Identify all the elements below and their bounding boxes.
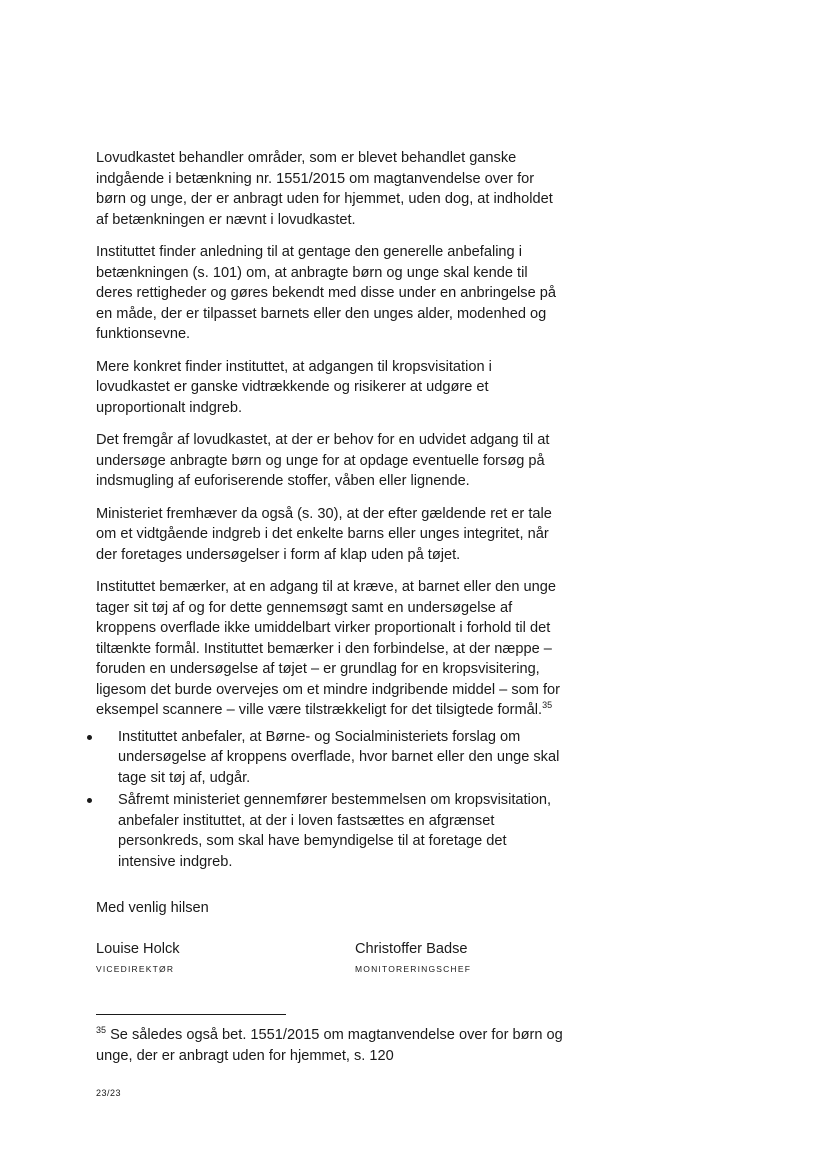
footnote xyxy=(96,1025,566,1066)
paragraph xyxy=(96,577,566,721)
signatory-title: VICEDIREKTØR xyxy=(96,964,175,974)
signatory-name: Christoffer Badse xyxy=(355,941,468,957)
signature-block xyxy=(355,941,471,974)
paragraph: Mere konkret finder instituttet, at adgangen til kropsvisitation i lovudkastet er ganske vidtrækkende og risikerer at udgøre et uproportionalt indgreb. xyxy=(96,358,492,416)
paragraph-text: Instituttet bemærker, at en adgang til at kræve, at barnet eller den unge tager sit tøj af og for dette gennemsøgt samt en undersøgelse af kroppens overflade ikke umiddelbart virker proportionalt i forhold til det tiltænkte formål. Instituttet bemærker i den forbindelse, at der næppe – foruden en undersøgelse af tøjet – er grundlag for en kropsvisitering, ligesom det burde overvejes om et mindre indgribende middel – som for eksempel scannere – ville være tilstrækkeligt for det tilsigtede formål. xyxy=(96,579,560,718)
list-item-text: Såfremt ministeriet gennemfører bestemmelsen om kropsvisitation, anbefaler instituttet, at der i loven fastsættes en afgrænset personkreds, som skal have bemyndigelse til at foretage det intensive indgreb. xyxy=(118,792,552,870)
bullet-icon xyxy=(87,798,92,803)
recommendation-list xyxy=(96,727,566,873)
list-item-text: Instituttet anbefaler, at Børne- og Socialministeriets forslag om undersøgelse af kroppens overflade, hvor barnet eller den unge skal tage sit tøj af, udgår. xyxy=(118,728,560,786)
signatory-title: MONITORERINGSCHEF xyxy=(355,964,472,974)
footnote-text: Se således også bet. 1551/2015 om magtanvendelse over for børn og unge, der er anbragt uden for hjemmet, s. 120 xyxy=(96,1027,563,1064)
letter-body xyxy=(96,148,566,874)
paragraph: Det fremgår af lovudkastet, at der er behov for en udvidet adgang til at undersøge anbragte børn og unge for at opdage eventuelle forsøg på indsmugling af euforiserende stoffer, våben eller lignende. xyxy=(96,432,550,489)
footnote-reference: 35 xyxy=(542,700,553,711)
signatory-name: Louise Holck xyxy=(96,941,180,957)
footnote-separator xyxy=(96,1014,286,1015)
footnote-number: 35 xyxy=(96,1025,107,1036)
closing-salutation: Med venlig hilsen xyxy=(96,900,209,916)
paragraph: Instituttet finder anledning til at gentage den generelle anbefaling i betænkningen (s. 101) om, at anbragte børn og unge skal kende til deres rettigheder og gøres bekendt med disse under en anbringelse på en måde, der er tilpasset barnets eller den unges alder, modenhed og funktionsevne. xyxy=(96,244,556,342)
paragraph: Lovudkastet behandler områder, som er blevet behandlet ganske indgående i betænkning nr. 1551/2015 om magtanvendelse over for børn og unge, der er anbragt uden for hjemmet, uden dog, at indholdet af betænkningen er nævnt i lovudkastet. xyxy=(96,150,553,228)
paragraph: Ministeriet fremhæver da også (s. 30), at der efter gældende ret er tale om et vidtgående indgreb i det enkelte barns eller unges integritet, når der foretages undersøgelser i form af klap uden på tøjet. xyxy=(96,505,552,563)
signature-block xyxy=(96,941,180,974)
list-item xyxy=(96,790,566,872)
list-item xyxy=(96,727,566,789)
bullet-icon xyxy=(87,735,92,740)
page-number: 23/23 xyxy=(96,1088,122,1098)
